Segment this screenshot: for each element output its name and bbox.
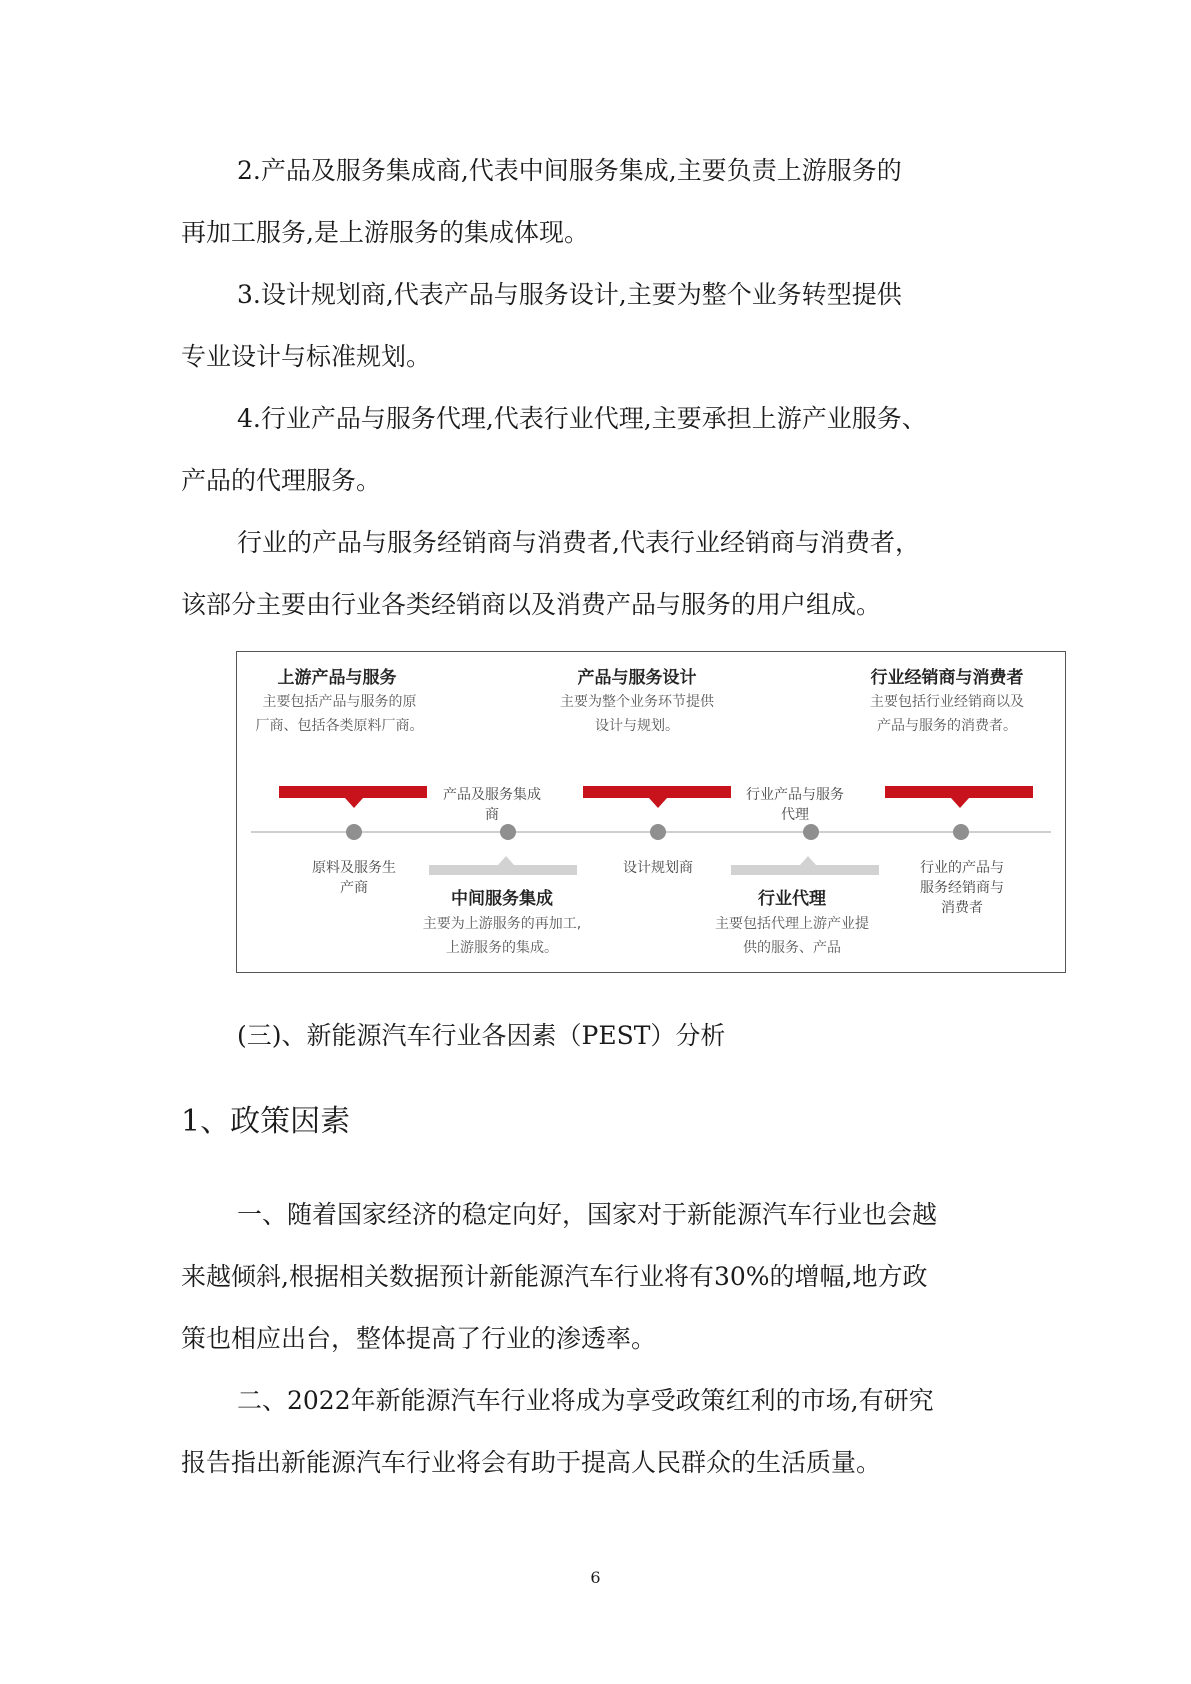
red-bar-design [583, 786, 731, 798]
node-raw-material [346, 824, 362, 840]
paragraph-product-integrator [181, 140, 1011, 264]
stage-desc-design: 主要为整个业务环节提供 设计与规划。 [560, 694, 714, 734]
node-agent [803, 824, 819, 840]
paragraph-line: 该部分主要由行业各类经销商以及消费产品与服务的用户组成。 [181, 590, 882, 619]
gray-bar-integration [429, 865, 577, 875]
label-design-planner: 设计规划商 [623, 860, 693, 876]
paragraph-line: 产品的代理服务。 [181, 466, 382, 495]
stage-title-integration: 中间服务集成 [451, 889, 553, 909]
red-pointer-design [649, 798, 667, 808]
node-dealers [953, 824, 969, 840]
gray-pointer-agency [800, 856, 816, 865]
paragraph-line: 二、2022年新能源汽车行业将成为享受政策红利的市场,有研究 [237, 1386, 934, 1415]
paragraph-industry-agent [181, 388, 1011, 512]
red-pointer-dealers [951, 798, 969, 808]
red-bar-upstream [279, 786, 427, 798]
label-integrator: 产品及服务集成 商 [443, 787, 541, 823]
node-design [650, 824, 666, 840]
gray-pointer-integration [498, 856, 514, 865]
paragraph-line: 2.产品及服务集成商,代表中间服务集成,主要负责上游服务的 [237, 156, 902, 185]
stage-title-design: 产品与服务设计 [577, 668, 697, 688]
stage-title-dealers: 行业经销商与消费者 [870, 668, 1024, 688]
paragraph-policy-1 [181, 1184, 1011, 1370]
stage-desc-dealers: 主要包括行业经销商以及 产品与服务的消费者。 [870, 694, 1024, 734]
paragraph-line: 专业设计与标准规划。 [181, 342, 432, 371]
paragraph-line: 来越倾斜,根据相关数据预计新能源汽车行业将有30%的增幅,地方政 [181, 1262, 928, 1291]
paragraph-dealers-consumers [181, 512, 1011, 636]
paragraph-line: 3.设计规划商,代表产品与服务设计,主要为整个业务转型提供 [237, 280, 902, 309]
paragraph-line: 再加工服务,是上游服务的集成体现。 [181, 218, 589, 247]
red-pointer-upstream [345, 798, 363, 808]
industry-chain-diagram [236, 651, 1066, 973]
page-number: 6 [590, 1568, 601, 1587]
paragraph-policy-2 [181, 1370, 1011, 1494]
stage-desc-upstream: 主要包括产品与服务的原 厂商、包括各类原料厂商。 [255, 694, 424, 734]
stage-title-upstream: 上游产品与服务 [277, 668, 397, 688]
label-agent: 行业产品与服务 代理 [746, 787, 844, 823]
paragraph-line: 策也相应出台，整体提高了行业的渗透率。 [181, 1324, 657, 1353]
paragraph-line: 4.行业产品与服务代理,代表行业代理,主要承担上游产业服务、 [237, 404, 927, 433]
red-bar-dealers [885, 786, 1033, 798]
section-heading: (三)、新能源汽车行业各因素（PEST）分析 [237, 1021, 726, 1050]
paragraph-design-planner [181, 264, 1011, 388]
label-dealers-consumers: 行业的产品与 服务经销商与 消费者 [920, 860, 1004, 916]
paragraph-line: 报告指出新能源汽车行业将会有助于提高人民群众的生活质量。 [181, 1448, 882, 1477]
stage-title-agency: 行业代理 [758, 889, 826, 909]
label-raw-material: 原料及服务生 产商 [312, 860, 396, 896]
subsection-heading: 1、政策因素 [181, 1104, 351, 1139]
stage-desc-integration: 主要为上游服务的再加工, 上游服务的集成。 [422, 916, 582, 956]
node-integrator [500, 824, 516, 840]
stage-desc-agency: 主要包括代理上游产业提 供的服务、产品 [715, 916, 869, 956]
paragraph-line: 行业的产品与服务经销商与消费者,代表行业经销商与消费者， [237, 528, 920, 557]
paragraph-line: 一、随着国家经济的稳定向好，国家对于新能源汽车行业也会越 [237, 1200, 938, 1229]
gray-bar-agency [731, 865, 879, 875]
